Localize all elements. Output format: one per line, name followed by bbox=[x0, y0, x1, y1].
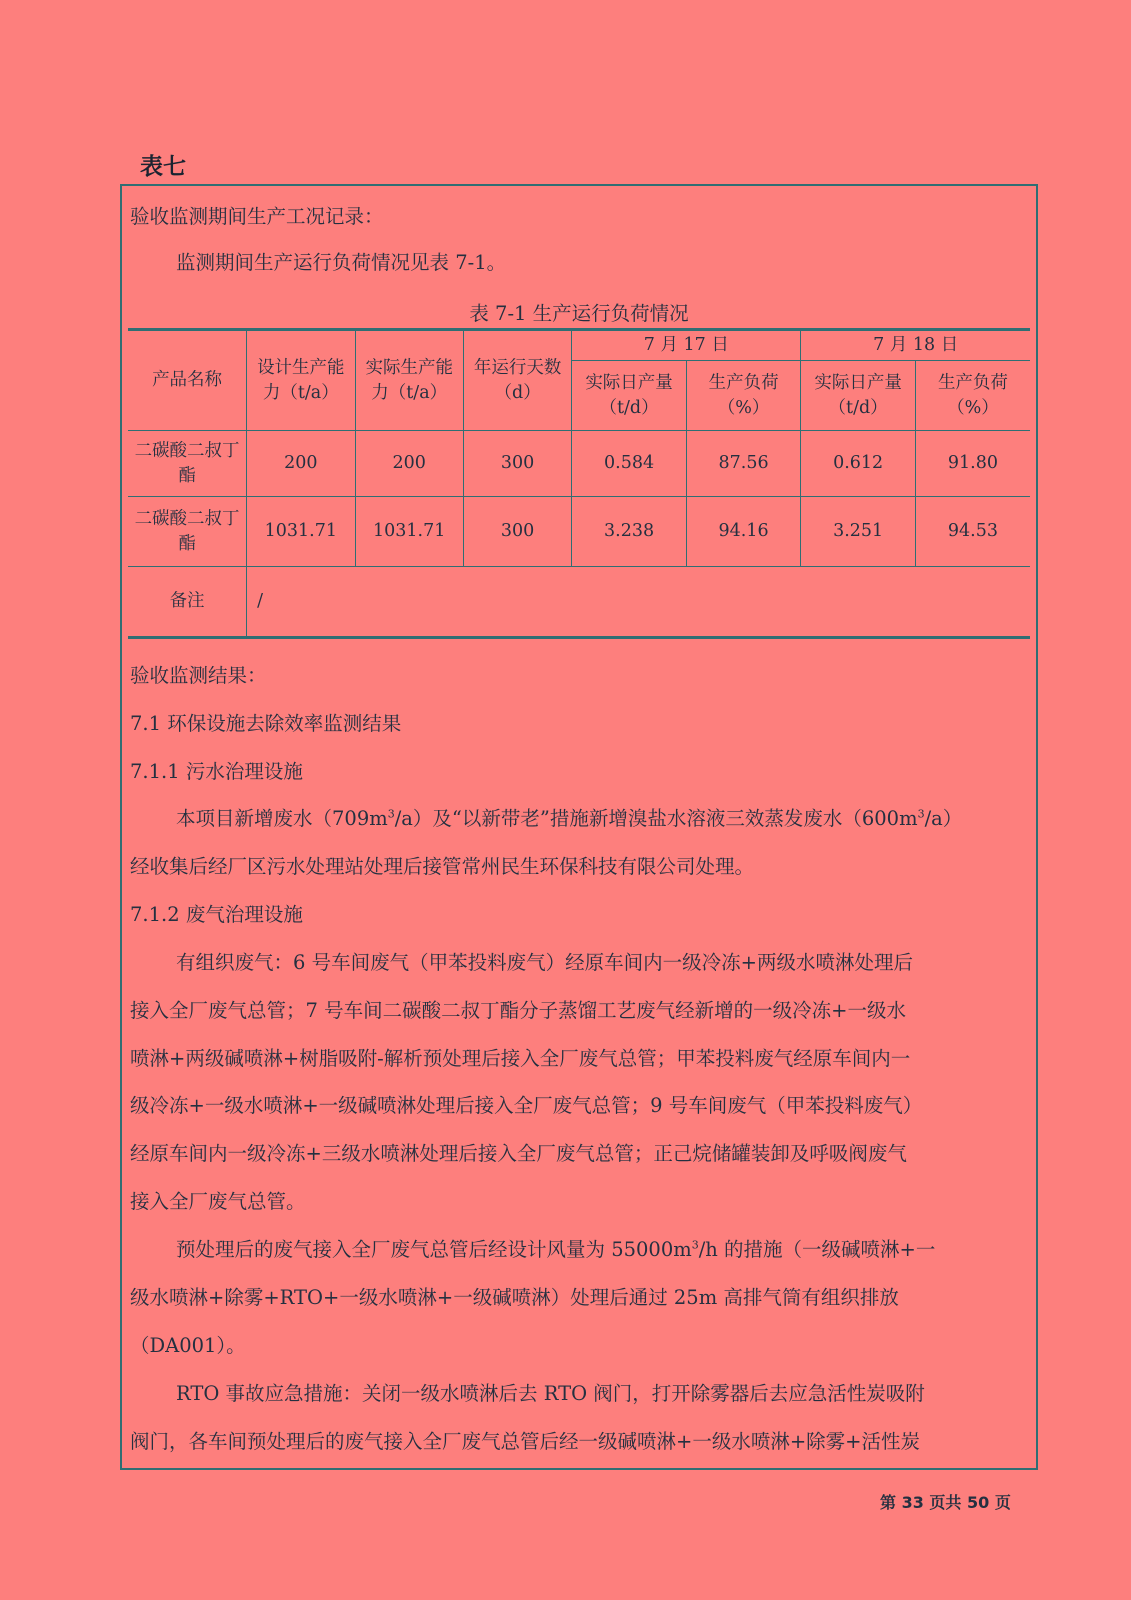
rto-paragraph-line: RTO 事故应急措施：关闭一级水喷淋后去 RTO 阀门，打开除雾器后去应急活性炭吸附 bbox=[176, 1382, 925, 1405]
cell-load-0717: 87.56 bbox=[686, 431, 801, 497]
exhaust-paragraph-line: 接入全厂废气总管；7 号车间二碳酸二叔丁酯分子蒸馏工艺废气经新增的一级冷冻+一级水 bbox=[130, 999, 906, 1022]
header-actual-capacity: 实际生产能力（t/a） bbox=[355, 330, 463, 431]
cell-annual-days: 300 bbox=[463, 431, 571, 497]
heading-7-1-2: 7.1.2 废气治理设施 bbox=[130, 903, 303, 926]
header-date-0718: 7 月 18 日 bbox=[801, 330, 1030, 361]
cell-daily-output-0718: 3.251 bbox=[801, 497, 916, 567]
exhaust-paragraph-line: 喷淋+两级碱喷淋+树脂吸附-解析预处理后接入全厂废气总管；甲苯投料废气经原车间内一 bbox=[130, 1047, 911, 1070]
cell-daily-output-0717: 3.238 bbox=[572, 497, 687, 567]
intro-sentence: 监测期间生产运行负荷情况见表 7-1。 bbox=[176, 251, 507, 274]
header-annual-days: 年运行天数（d） bbox=[463, 330, 571, 431]
header-product-name: 产品名称 bbox=[128, 330, 247, 431]
remark-row bbox=[128, 567, 1030, 638]
heading-7-1-1: 7.1.1 污水治理设施 bbox=[130, 760, 303, 783]
pretreatment-paragraph-line: 级水喷淋+除雾+RTO+一级水喷淋+一级碱喷淋）处理后通过 25m 高排气筒有组织排放 bbox=[130, 1286, 899, 1309]
cell-annual-days: 300 bbox=[463, 497, 571, 567]
cell-load-0718: 91.80 bbox=[915, 431, 1030, 497]
cell-product-name: 二碳酸二叔丁酯 bbox=[128, 497, 247, 567]
cell-daily-output-0718: 0.612 bbox=[801, 431, 916, 497]
cell-load-0717: 94.16 bbox=[686, 497, 801, 567]
wastewater-paragraph-line: 经收集后经厂区污水处理站处理后接管常州民生环保科技有限公司处理。 bbox=[130, 855, 755, 878]
header-daily-output: 实际日产量（t/d） bbox=[801, 361, 916, 431]
cell-design-capacity: 200 bbox=[247, 431, 355, 497]
header-date-0717: 7 月 17 日 bbox=[572, 330, 801, 361]
remark-label: 备注 bbox=[128, 567, 247, 638]
cell-design-capacity: 1031.71 bbox=[247, 497, 355, 567]
intro-heading: 验收监测期间生产工况记录： bbox=[130, 205, 384, 228]
remark-value: / bbox=[247, 567, 1030, 638]
cell-daily-output-0717: 0.584 bbox=[572, 431, 687, 497]
header-daily-output: 实际日产量（t/d） bbox=[572, 361, 687, 431]
pretreatment-paragraph-line: 预处理后的废气接入全厂废气总管后经设计风量为 $55000m^3/h$ 的措施（一级碱喷淋+一 bbox=[176, 1238, 936, 1261]
table-row bbox=[128, 431, 1030, 497]
header-load: 生产负荷（%） bbox=[686, 361, 801, 431]
table-row bbox=[128, 497, 1030, 567]
exhaust-paragraph-line: 级冷冻+一级水喷淋+一级碱喷淋处理后接入全厂废气总管；9 号车间废气（甲苯投料废气） bbox=[130, 1094, 923, 1117]
cell-actual-capacity: 200 bbox=[355, 431, 463, 497]
results-heading: 验收监测结果： bbox=[130, 664, 267, 687]
table-caption: 表 7-1 生产运行负荷情况 bbox=[469, 302, 689, 325]
section-title: 表七 bbox=[140, 154, 186, 180]
page-number: 第 33 页共 50 页 bbox=[880, 1493, 1011, 1512]
header-load: 生产负荷（%） bbox=[915, 361, 1030, 431]
cell-load-0718: 94.53 bbox=[915, 497, 1030, 567]
heading-7-1: 7.1 环保设施去除效率监测结果 bbox=[130, 712, 402, 735]
production-load-table bbox=[128, 328, 1030, 639]
cell-actual-capacity: 1031.71 bbox=[355, 497, 463, 567]
rto-paragraph-line: 阀门，各车间预处理后的废气接入全厂废气总管后经一级碱喷淋+一级水喷淋+除雾+活性炭 bbox=[130, 1430, 921, 1453]
exhaust-paragraph-line: 经原车间内一级冷冻+三级水喷淋处理后接入全厂废气总管；正己烷储罐装卸及呼吸阀废气 bbox=[130, 1142, 907, 1165]
header-design-capacity: 设计生产能力（t/a） bbox=[247, 330, 355, 431]
wastewater-paragraph-line: 本项目新增废水$(709m^3/a)$及“以新带老”措施新增溴盐水溶液三效蒸发废水$(600m^3/a)$ bbox=[176, 807, 963, 830]
exhaust-paragraph-line: 接入全厂废气总管。 bbox=[130, 1190, 306, 1213]
cell-product-name: 二碳酸二叔丁酯 bbox=[128, 431, 247, 497]
pretreatment-paragraph-line: （DA001）。 bbox=[130, 1334, 246, 1357]
exhaust-paragraph-line: 有组织废气：6 号车间废气（甲苯投料废气）经原车间内一级冷冻+两级水喷淋处理后 bbox=[176, 951, 913, 974]
